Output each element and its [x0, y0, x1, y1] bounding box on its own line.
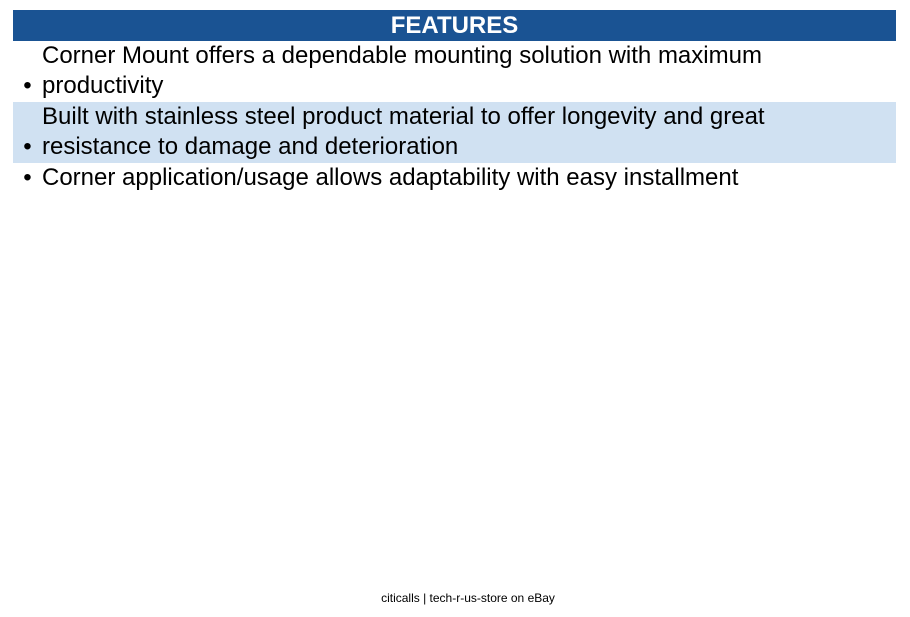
features-panel [13, 10, 896, 194]
bullet-icon: • [23, 164, 32, 191]
feature-text: Built with stainless steel product material to offer longevity and great resistance to damage and deterioration [42, 103, 765, 160]
feature-text: Corner application/usage allows adaptability with easy installment [42, 164, 739, 191]
feature-text: Corner Mount offers a dependable mounting solution with maximum productivity [42, 42, 762, 99]
bullet-icon: • [23, 133, 32, 160]
feature-row [13, 163, 896, 194]
features-list [13, 41, 896, 194]
feature-row [13, 102, 896, 163]
footer-credit: citicalls | tech-r-us-store on eBay [381, 591, 555, 605]
feature-row [13, 41, 896, 102]
bullet-icon: • [23, 72, 32, 99]
features-title: FEATURES [13, 10, 896, 41]
